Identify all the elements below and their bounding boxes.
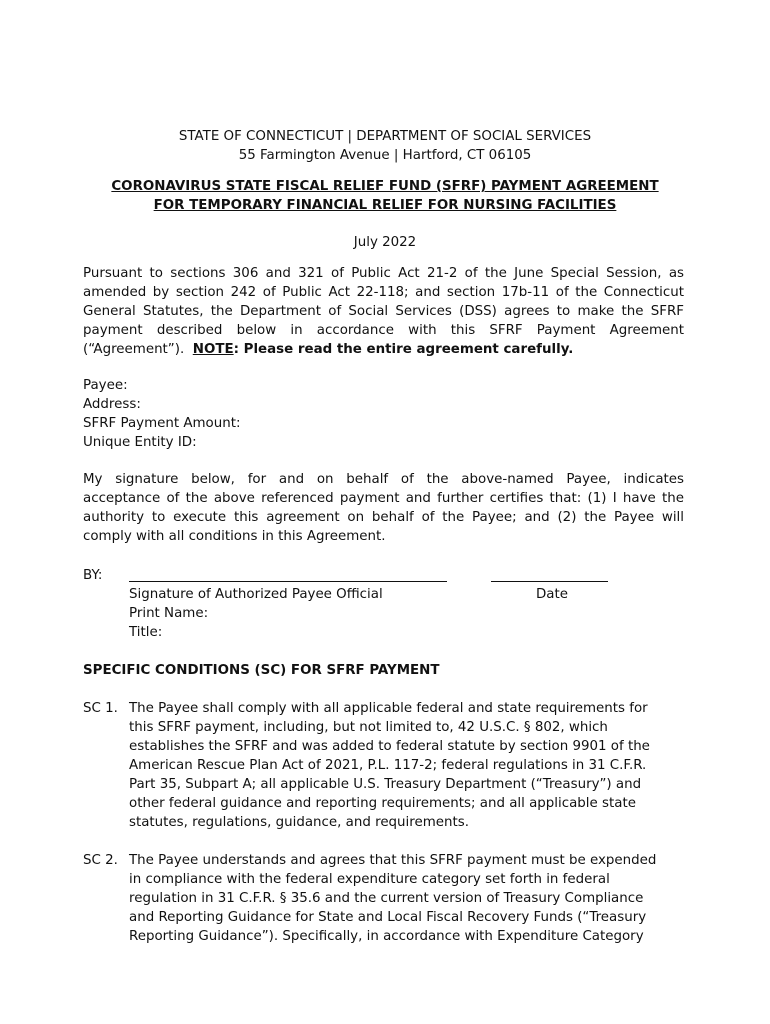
sc1-line: establishes the SFRF and was added to federal statute by section 9901 of the xyxy=(129,739,650,754)
sc1-line: American Rescue Plan Act of 2021, P.L. 117-2; federal regulations in 31 C.F.R. xyxy=(129,758,647,773)
sc2-line: and Reporting Guidance for State and Local Fiscal Recovery Funds (“Treasury xyxy=(129,910,647,925)
agency-name: STATE OF CONNECTICUT | DEPARTMENT OF SOCIAL SERVICES xyxy=(178,129,592,144)
certification-last-line: comply with all conditions in this Agreement. xyxy=(83,529,386,544)
intro-line: amended by section 242 of Public Act 22-118; and section 17b-11 of the Connecticut xyxy=(83,285,684,300)
title-label: Title: xyxy=(129,625,163,640)
sc1-line: Part 35, Subpart A; all applicable U.S. Treasury Department (“Treasury”) and xyxy=(129,777,642,792)
sc2-line: in compliance with the federal expenditure category set forth in federal xyxy=(129,872,610,887)
unique-entity-id-label: Unique Entity ID: xyxy=(83,435,197,450)
agreement-title-line2: FOR TEMPORARY FINANCIAL RELIEF FOR NURSING FACILITIES xyxy=(153,198,617,213)
agreement-title-line1: CORONAVIRUS STATE FISCAL RELIEF FUND (SFRF) PAYMENT AGREEMENT xyxy=(111,179,659,194)
certification-line: authority to execute this agreement on behalf of the Payee; and (2) the Payee will xyxy=(83,510,684,525)
intro-last-line xyxy=(83,340,573,359)
signature-line[interactable] xyxy=(129,581,447,582)
print-name-label: Print Name: xyxy=(129,606,209,621)
note-text: : Please read the entire agreement carefully. xyxy=(233,342,574,357)
sc1-line: other federal guidance and reporting requirements; and all applicable state xyxy=(129,796,636,811)
note-label: NOTE xyxy=(192,342,234,357)
date-line[interactable] xyxy=(491,581,608,582)
sc1-line: statutes, regulations, guidance, and requirements. xyxy=(129,815,469,830)
signature-official-label: Signature of Authorized Payee Official xyxy=(129,587,383,602)
conditions-heading: SPECIFIC CONDITIONS (SC) FOR SFRF PAYMENT xyxy=(83,663,440,678)
sc1-label: SC 1. xyxy=(83,701,118,716)
sc2-line: Reporting Guidance”). Specifically, in accordance with Expenditure Category xyxy=(129,929,644,944)
certification-line: My signature below, for and on behalf of the above-named Payee, indicates xyxy=(83,472,684,487)
payee-label: Payee: xyxy=(83,378,128,393)
intro-line: Pursuant to sections 306 and 321 of Public Act 21-2 of the June Special Session, as xyxy=(83,266,684,281)
agency-address: 55 Farmington Avenue | Hartford, CT 06105 xyxy=(238,148,532,163)
sc1-line: The Payee shall comply with all applicable federal and state requirements for xyxy=(129,701,648,716)
sc2-line: The Payee understands and agrees that this SFRF payment must be expended xyxy=(129,853,657,868)
address-label: Address: xyxy=(83,397,141,412)
intro-agreement-term: (“Agreement”). xyxy=(83,342,185,357)
intro-line: payment described below in accordance with this SFRF Payment Agreement xyxy=(83,323,684,338)
sc2-label: SC 2. xyxy=(83,853,118,868)
agreement-date: July 2022 xyxy=(353,235,417,250)
payment-amount-label: SFRF Payment Amount: xyxy=(83,416,241,431)
intro-line: General Statutes, the Department of Social Services (DSS) agrees to make the SFRF xyxy=(83,304,684,319)
sc1-line: this SFRF payment, including, but not limited to, 42 U.S.C. § 802, which xyxy=(129,720,608,735)
signature-date-label: Date xyxy=(536,587,569,602)
by-label: BY: xyxy=(83,568,103,583)
certification-line: acceptance of the above referenced payment and further certifies that: (1) I have the xyxy=(83,491,684,506)
sc2-line: regulation in 31 C.F.R. § 35.6 and the current version of Treasury Compliance xyxy=(129,891,644,906)
